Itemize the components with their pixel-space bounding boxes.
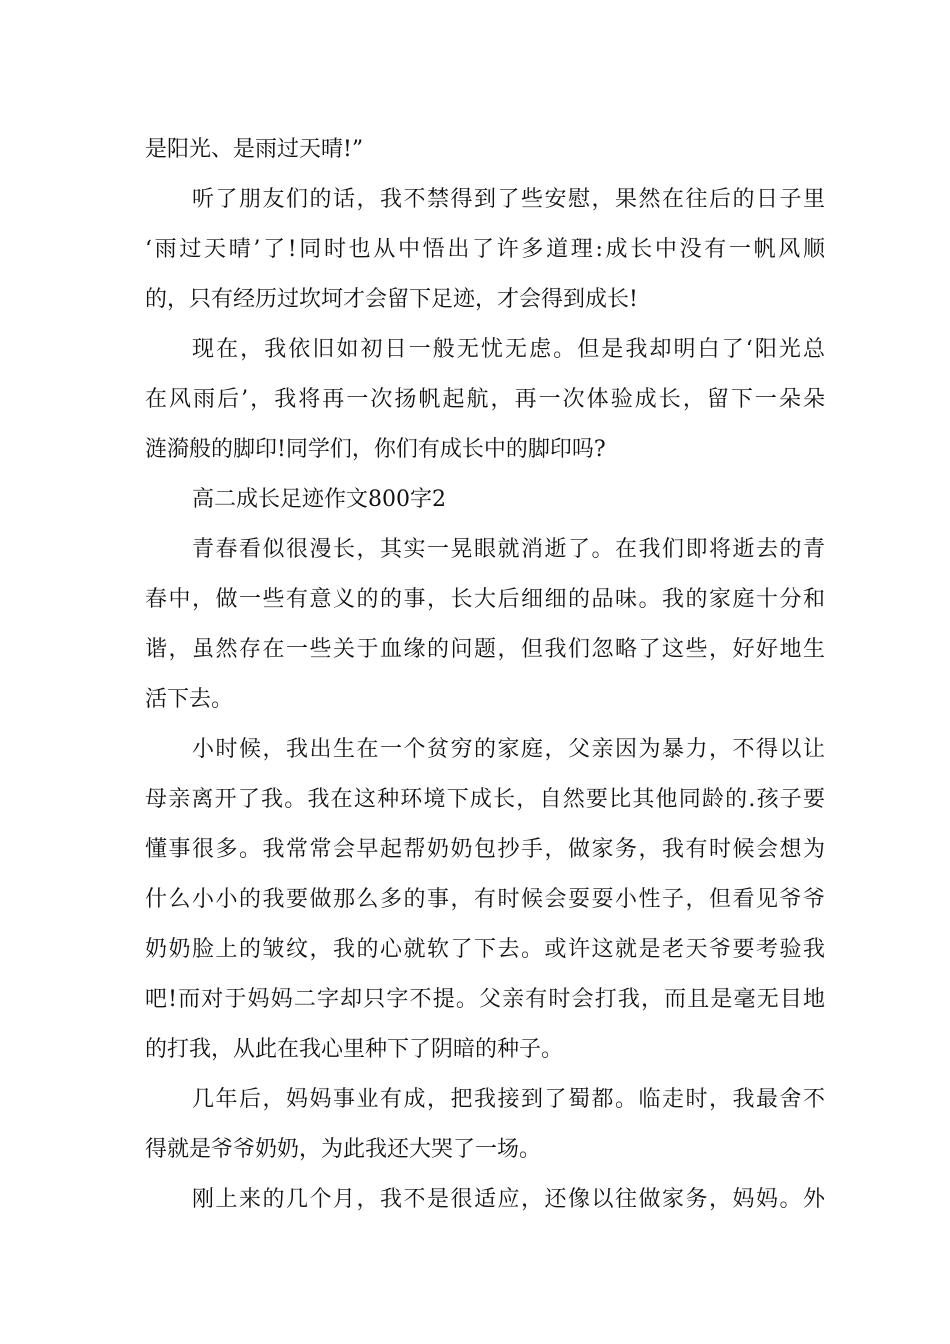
text-line-9: 青春看似很漫长，其实一晃眼就消逝了。在我们即将逝去的青 [192, 537, 825, 562]
text-line-4: 的，只有经历过坎坷才会留下足迹，才会得到成长! [145, 287, 638, 312]
text-line-14: 母亲离开了我。我在这种环境下成长，自然要比其他同龄的.孩子要 [145, 787, 825, 812]
text-line-12: 活下去。 [145, 687, 234, 712]
text-line-7: 涟漪般的脚印!同学们，你们有成长中的脚印吗? [145, 437, 606, 462]
text-line-5: 现在，我依旧如初日一般无忧无虑。但是我却明白了‘阳光总 [192, 337, 825, 362]
text-line-16: 什么小小的我要做那么多的事，有时候会耍耍小性子，但看见爷爷 [145, 887, 825, 912]
text-line-13: 小时候，我出生在一个贫穷的家庭，父亲因为暴力，不得以让 [192, 737, 825, 762]
text-line-18: 吧!而对于妈妈二字却只字不提。父亲有时会打我，而且是毫无目地 [145, 987, 825, 1012]
text-line-21: 得就是爷爷奶奶，为此我还大哭了一场。 [145, 1137, 542, 1162]
text-line-11: 谐，虽然存在一些关于血缘的问题，但我们忽略了这些，好好地生 [145, 637, 825, 662]
text-line-10: 春中，做一些有意义的的事，长大后细细的品味。我的家庭十分和 [145, 587, 825, 612]
text-line-1: 是阳光、是雨过天晴!” [145, 137, 364, 162]
text-line-17: 奶奶脸上的皱纹，我的心就软了下去。或许这就是老天爷要考验我 [145, 937, 825, 962]
text-line-19: 的打我，从此在我心里种下了阴暗的种子。 [145, 1037, 564, 1062]
text-line-22: 刚上来的几个月，我不是很适应，还像以往做家务，妈妈。外 [192, 1187, 825, 1212]
text-line-2: 听了朋友们的话，我不禁得到了些安慰，果然在往后的日子里 [192, 187, 825, 212]
section-heading: 高二成长足迹作文800字2 [192, 487, 446, 512]
text-line-3: ‘雨过天晴’了!同时也从中悟出了许多道理:成长中没有一帆风顺 [145, 237, 825, 262]
text-line-6: 在风雨后’，我将再一次扬帆起航，再一次体验成长，留下一朵朵 [145, 387, 825, 412]
text-line-15: 懂事很多。我常常会早起帮奶奶包抄手，做家务，我有时候会想为 [145, 837, 825, 862]
text-line-20: 几年后，妈妈事业有成，把我接到了蜀都。临走时，我最舍不 [192, 1087, 825, 1112]
